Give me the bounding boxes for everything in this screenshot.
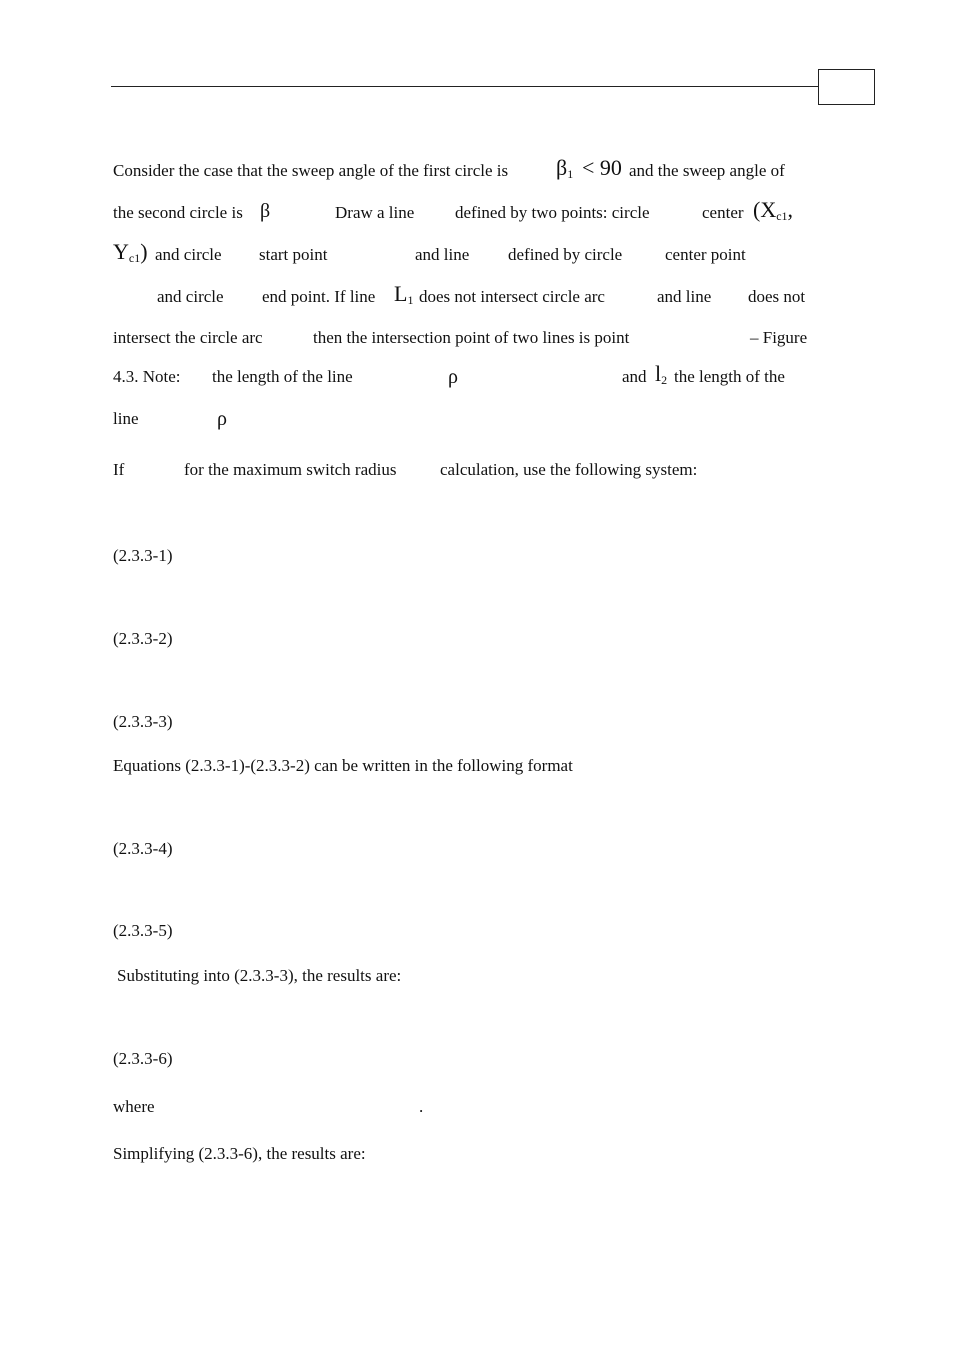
- equation-number-1: (2.3.3-1): [113, 546, 173, 565]
- l2-symbol: $l_2$: [655, 361, 668, 387]
- rho1-symbol: ρ: [448, 366, 458, 388]
- para1-line3-d: defined by circle: [508, 245, 623, 264]
- page-number-box: [818, 69, 875, 105]
- para1-line3-b: start point: [259, 245, 328, 264]
- para1-line1-a: Consider the case that the sweep angle of the first circle is: [113, 161, 509, 180]
- para1-line2-a: the second circle is: [113, 203, 243, 222]
- para1-line7-a: line: [113, 409, 139, 428]
- para1-line5-b: then the intersection point of two lines is point: [313, 328, 630, 347]
- equation-number-5: (2.3.3-5): [113, 921, 173, 940]
- if-text: If: [113, 460, 125, 479]
- yc1-symbol: $Y_{c1}$): [113, 239, 148, 265]
- para1-line4-d: and line: [657, 287, 712, 306]
- para1-line2-c: defined by two points: circle: [455, 203, 650, 222]
- where-period: .: [419, 1097, 424, 1116]
- equation-number-6: (2.3.3-6): [113, 1049, 173, 1068]
- xc1-symbol: ($X_{c1}$,: [753, 197, 794, 223]
- para1-line3-e: center point: [665, 245, 746, 264]
- beta2-symbol: β: [260, 200, 271, 222]
- para1-line4-a: and circle: [157, 287, 224, 306]
- simplifying-text: Simplifying (2.3.3-6), the results are:: [113, 1144, 366, 1163]
- para1-line1-b: and the sweep angle of: [629, 161, 785, 180]
- equations-text: Equations (2.3.3-1)-(2.3.3-2) can be written in the following format: [113, 756, 573, 775]
- lt-90: < 90: [582, 155, 622, 180]
- if-text-c: calculation, use the following system:: [440, 460, 698, 479]
- para1-line6-b: the length of the line: [212, 367, 353, 386]
- para1-line5-a: intersect the circle arc: [113, 328, 263, 347]
- beta1-symbol: $\beta_1$: [556, 155, 574, 181]
- substituting-text: Substituting into (2.3.3-3), the results are:: [117, 966, 402, 985]
- para1-line3-c: and line: [415, 245, 470, 264]
- if-text-b: for the maximum switch radius: [184, 460, 397, 479]
- equation-number-2: (2.3.3-2): [113, 629, 173, 648]
- header-rule: [111, 86, 819, 87]
- para1-line6-a: 4.3. Note:: [113, 367, 181, 386]
- para1-line5-c: – Figure: [750, 328, 808, 347]
- para1-line4-b: end point. If line: [262, 287, 376, 306]
- L1-symbol: $L_1$: [394, 281, 414, 307]
- para1-line6-d: the length of the: [674, 367, 785, 386]
- para1-line4-e: does not: [748, 287, 806, 306]
- where-text: where: [113, 1097, 155, 1116]
- para1-line4-c: does not intersect circle arc: [419, 287, 605, 306]
- rho2-symbol: ρ: [217, 408, 227, 430]
- para1-line2-b: Draw a line: [335, 203, 415, 222]
- para1-line6-c: and: [622, 367, 647, 386]
- equation-number-4: (2.3.3-4): [113, 839, 173, 858]
- equation-number-3: (2.3.3-3): [113, 712, 173, 731]
- para1-line3-a: and circle: [155, 245, 222, 264]
- para1-line2-d: center: [702, 203, 744, 222]
